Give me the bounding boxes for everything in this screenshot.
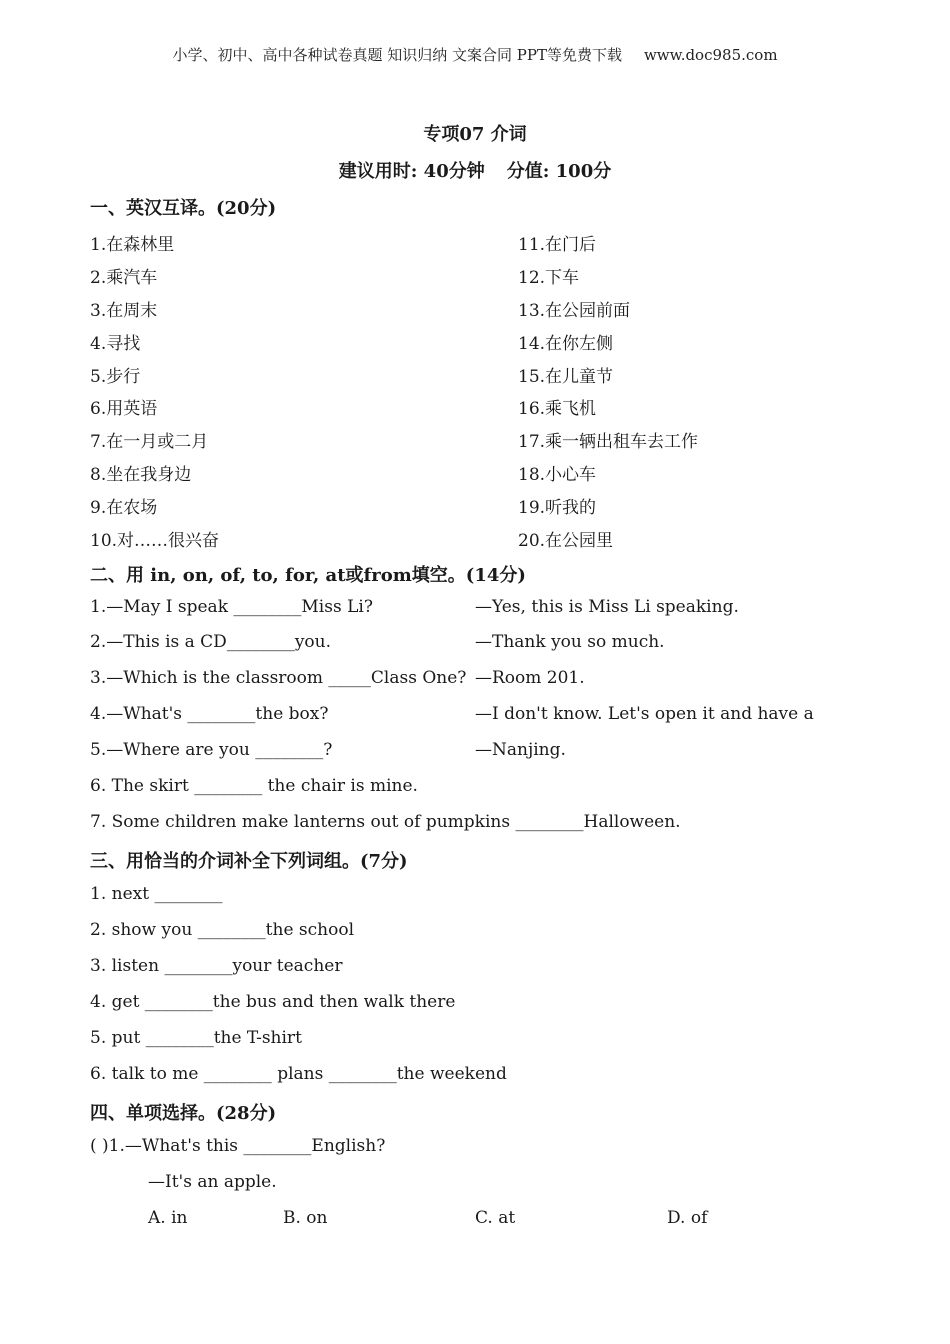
s2-dialog-1-question: 1.—May I speak ________Miss Li? xyxy=(90,597,373,617)
s2-item-6: 6. The skirt ________ the chair is mine. xyxy=(90,776,418,796)
s2-dialog-2-answer: —Thank you so much. xyxy=(475,632,665,652)
s1-item-7: 7.在一月或二月 xyxy=(90,432,209,452)
s3-item-6: 6. talk to me ________ plans ________the weekend xyxy=(90,1064,507,1084)
section-2-heading: 二、用 in, on, of, to, for, at或from填空。(14分) xyxy=(90,565,526,586)
s1-item-10: 10.对……很兴奋 xyxy=(90,531,220,551)
s3-item-5: 5. put ________the T-shirt xyxy=(90,1028,302,1048)
s4-q1-option-c: C. at xyxy=(475,1208,516,1228)
time-score-line xyxy=(0,157,950,183)
s2-dialog-4-answer: —I don't know. Let's open it and have a xyxy=(475,704,814,724)
s2-dialog-1-answer: —Yes, this is Miss Li speaking. xyxy=(475,597,739,617)
s1-item-3: 3.在周末 xyxy=(90,301,158,321)
s1-item-5: 5.步行 xyxy=(90,367,141,387)
suggested-time: 建议用时: 40分钟 xyxy=(338,161,485,182)
section-1-heading: 一、英汉互译。(20分) xyxy=(90,198,277,219)
s4-q1-option-d: D. of xyxy=(667,1208,708,1228)
s1-item-6: 6.用英语 xyxy=(90,399,158,419)
header-site[interactable]: www.doc985.com xyxy=(643,46,778,64)
page-header xyxy=(0,44,950,65)
s1-item-8: 8.坐在我身边 xyxy=(90,465,192,485)
section-4-heading: 四、单项选择。(28分) xyxy=(90,1103,277,1124)
s4-q1-option-a: A. in xyxy=(148,1208,188,1228)
s1-item-17: 17.乘一辆出租车去工作 xyxy=(518,432,699,452)
s2-dialog-4-question: 4.—What's ________the box? xyxy=(90,704,329,724)
s1-item-9: 9.在农场 xyxy=(90,498,158,518)
s1-item-11: 11.在门后 xyxy=(518,235,597,255)
s4-q1-reply: —It's an apple. xyxy=(148,1172,277,1192)
s2-item-7: 7. Some children make lanterns out of pumpkins ________Halloween. xyxy=(90,812,681,832)
s3-item-1: 1. next ________ xyxy=(90,884,223,904)
s4-q1-stem: ( )1.—What's this ________English? xyxy=(90,1136,386,1156)
s1-item-20: 20.在公园里 xyxy=(518,531,614,551)
s1-item-1: 1.在森林里 xyxy=(90,235,175,255)
s2-dialog-5-question: 5.—Where are you ________? xyxy=(90,740,333,760)
s1-item-4: 4.寻找 xyxy=(90,334,141,354)
s2-dialog-3-answer: —Room 201. xyxy=(475,668,585,688)
header-text: 小学、初中、高中各种试卷真题 知识归纳 文案合同 PPT等免费下载 xyxy=(172,46,622,64)
total-score: 分值: 100分 xyxy=(506,161,612,182)
s1-item-13: 13.在公园前面 xyxy=(518,301,631,321)
s1-item-18: 18.小心车 xyxy=(518,465,597,485)
s1-item-15: 15.在儿童节 xyxy=(518,367,614,387)
s2-dialog-5-answer: —Nanjing. xyxy=(475,740,566,760)
s1-item-19: 19.听我的 xyxy=(518,498,597,518)
s2-dialog-2-question: 2.—This is a CD________you. xyxy=(90,632,332,652)
s3-item-3: 3. listen ________your teacher xyxy=(90,956,343,976)
s1-item-16: 16.乘飞机 xyxy=(518,399,597,419)
s2-dialog-3-question: 3.—Which is the classroom _____Class One? xyxy=(90,668,467,688)
document-title: 专项07 介词 xyxy=(423,124,527,145)
s1-item-2: 2.乘汽车 xyxy=(90,268,158,288)
section-3-heading: 三、用恰当的介词补全下列词组。(7分) xyxy=(90,851,408,872)
s1-item-14: 14.在你左侧 xyxy=(518,334,614,354)
s3-item-4: 4. get ________the bus and then walk there xyxy=(90,992,456,1012)
s1-item-12: 12.下车 xyxy=(518,268,580,288)
s4-q1-option-b: B. on xyxy=(283,1208,328,1228)
s3-item-2: 2. show you ________the school xyxy=(90,920,355,940)
